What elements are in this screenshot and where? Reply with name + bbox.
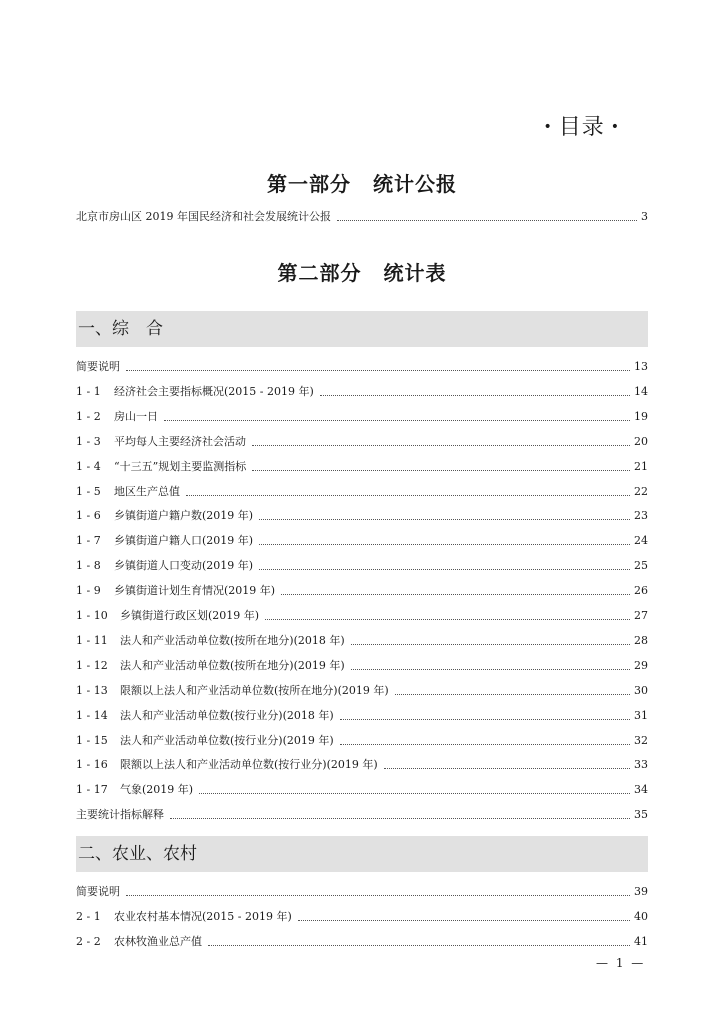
- dot-leader: [281, 594, 630, 595]
- toc-entry[interactable]: [76, 406, 648, 424]
- bullet-left: •: [543, 119, 553, 135]
- toc-entry[interactable]: [76, 530, 648, 548]
- entry-title: 北京市房山区 2019 年国民经济和社会发展统计公报: [76, 210, 331, 223]
- dot-leader: [298, 920, 630, 921]
- toc-entry[interactable]: [76, 481, 648, 499]
- toc-entry[interactable]: [76, 680, 648, 698]
- entry-title: 气象(2019 年): [120, 783, 194, 797]
- entry-page: 25: [634, 559, 648, 573]
- entry-page: 14: [634, 384, 648, 398]
- part1-title-b: 统计公报: [373, 172, 457, 196]
- entry-page: 19: [634, 409, 648, 423]
- entry-page: 29: [634, 658, 648, 672]
- entry-title: 简要说明: [76, 885, 120, 898]
- toc-entry[interactable]: [76, 655, 648, 673]
- toc-entry[interactable]: [76, 779, 648, 797]
- entry-title: 主要统计指标解释: [76, 808, 164, 822]
- dot-leader: [208, 945, 630, 946]
- dot-leader: [395, 694, 630, 695]
- entry-number: 1 - 2: [76, 409, 101, 423]
- entry-title: 乡镇街道户籍户数(2019 年): [114, 509, 254, 523]
- toc-entry[interactable]: [76, 630, 648, 648]
- toc-entry[interactable]: [76, 931, 648, 949]
- entry-page: 40: [634, 910, 648, 923]
- entry-page: 41: [634, 935, 648, 948]
- entry-number: 1 - 6: [76, 509, 101, 523]
- dot-leader: [351, 669, 630, 670]
- dot-leader: [164, 420, 630, 421]
- entry-page: 39: [634, 885, 648, 898]
- dot-leader: [252, 445, 630, 446]
- entry-number: 1 - 8: [76, 559, 101, 573]
- part1-title: [0, 168, 724, 197]
- toc-entry-part1-0[interactable]: [76, 206, 648, 224]
- entry-page: 30: [634, 683, 648, 697]
- part2-title: [0, 257, 724, 286]
- dot-leader: [320, 395, 630, 396]
- entry-number: 1 - 11: [76, 633, 108, 647]
- toc-entry[interactable]: [76, 555, 648, 573]
- entry-title: 农业农村基本情况(2015 - 2019 年): [114, 910, 292, 923]
- bullet-right: •: [610, 119, 620, 135]
- toc-entry[interactable]: [76, 431, 648, 449]
- dot-leader: [259, 544, 630, 545]
- toc-entry[interactable]: [76, 804, 648, 822]
- entry-title: 乡镇街道计划生育情况(2019 年): [114, 584, 276, 598]
- entry-title: 平均每人主要经济社会活动: [114, 434, 246, 448]
- toc-entry[interactable]: [76, 505, 648, 523]
- toc-heading: [537, 110, 626, 141]
- entry-title: 法人和产业活动单位数(按行业分)(2019 年): [120, 733, 334, 747]
- dot-leader: [199, 793, 630, 794]
- entry-title: 地区生产总值: [114, 484, 180, 498]
- toc-title-text: 目录: [558, 115, 605, 140]
- section-heading-1: 一、综 合: [76, 311, 648, 347]
- entry-title: 法人和产业活动单位数(按所在地分)(2019 年): [120, 658, 345, 672]
- dot-leader: [265, 619, 630, 620]
- entry-title: “十三五”规划主要监测指标: [114, 459, 247, 473]
- entry-page: 20: [634, 434, 648, 448]
- entry-number: 1 - 13: [76, 683, 108, 697]
- entry-title: 限额以上法人和产业活动单位数(按行业分)(2019 年): [120, 758, 378, 772]
- toc-entry[interactable]: [76, 580, 648, 598]
- entry-page: 32: [634, 733, 648, 747]
- dot-leader: [252, 470, 630, 471]
- entry-page: 27: [634, 609, 648, 622]
- entry-number: 1 - 14: [76, 708, 108, 722]
- dot-leader: [126, 370, 630, 371]
- toc-entry[interactable]: [76, 605, 648, 623]
- toc-entry[interactable]: [76, 705, 648, 723]
- dot-leader: [186, 495, 630, 496]
- entry-number: 1 - 9: [76, 584, 101, 598]
- entry-number: 1 - 15: [76, 733, 108, 747]
- dot-leader: [337, 220, 637, 221]
- entry-page: 13: [634, 360, 648, 373]
- entry-title: 经济社会主要指标概况(2015 - 2019 年): [114, 384, 314, 398]
- dot-leader: [259, 519, 630, 520]
- toc-entry[interactable]: [76, 881, 648, 899]
- entry-page: 22: [634, 484, 648, 498]
- dot-leader: [259, 569, 630, 570]
- entry-page: 23: [634, 509, 648, 523]
- entry-page: 35: [634, 808, 648, 822]
- section-heading-2: 二、农业、农村: [76, 836, 648, 872]
- entry-number: 1 - 10: [76, 609, 108, 622]
- entry-page: 26: [634, 584, 648, 598]
- entry-number: 1 - 5: [76, 484, 101, 498]
- entry-page: 31: [634, 708, 648, 722]
- entry-title: 乡镇街道行政区划(2019 年): [120, 609, 260, 622]
- entry-page: 34: [634, 783, 648, 797]
- entry-page: 3: [641, 210, 648, 223]
- part1-title-a: 第一部分: [267, 172, 351, 196]
- entry-title: 乡镇街道人口变动(2019 年): [114, 559, 254, 573]
- entry-title: 限额以上法人和产业活动单位数(按所在地分)(2019 年): [120, 683, 389, 697]
- entry-number: 1 - 17: [76, 783, 108, 797]
- entry-number: 1 - 16: [76, 758, 108, 772]
- toc-entry[interactable]: [76, 730, 648, 748]
- dot-leader: [351, 644, 630, 645]
- dot-leader: [340, 744, 630, 745]
- entry-number: 1 - 3: [76, 434, 101, 448]
- entry-number: 1 - 7: [76, 534, 101, 548]
- entry-number: 1 - 1: [76, 384, 101, 398]
- entry-title: 简要说明: [76, 360, 120, 373]
- dot-leader: [384, 768, 630, 769]
- toc-entry[interactable]: [76, 754, 648, 772]
- page-number: — 1 —: [596, 956, 646, 970]
- part2-title-a: 第二部分: [277, 261, 362, 285]
- toc-entry[interactable]: [76, 381, 648, 399]
- entry-number: 2 - 1: [76, 910, 101, 923]
- entry-page: 28: [634, 633, 648, 647]
- dot-leader: [126, 895, 630, 896]
- entry-page: 24: [634, 534, 648, 548]
- entry-page: 33: [634, 758, 648, 772]
- entry-title: 法人和产业活动单位数(按所在地分)(2018 年): [120, 633, 345, 647]
- dot-leader: [340, 719, 630, 720]
- entry-page: 21: [634, 459, 648, 473]
- entry-number: 2 - 2: [76, 935, 101, 948]
- entry-number: 1 - 12: [76, 658, 108, 672]
- part2-title-b: 统计表: [383, 261, 447, 285]
- entry-title: 乡镇街道户籍人口(2019 年): [114, 534, 254, 548]
- entry-title: 房山一日: [114, 409, 158, 423]
- dot-leader: [170, 818, 630, 819]
- entry-title: 农林牧渔业总产值: [114, 935, 202, 948]
- toc-entry[interactable]: [76, 356, 648, 374]
- toc-entry[interactable]: [76, 906, 648, 924]
- entry-title: 法人和产业活动单位数(按行业分)(2018 年): [120, 708, 334, 722]
- toc-entry[interactable]: [76, 456, 648, 474]
- entry-number: 1 - 4: [76, 459, 101, 473]
